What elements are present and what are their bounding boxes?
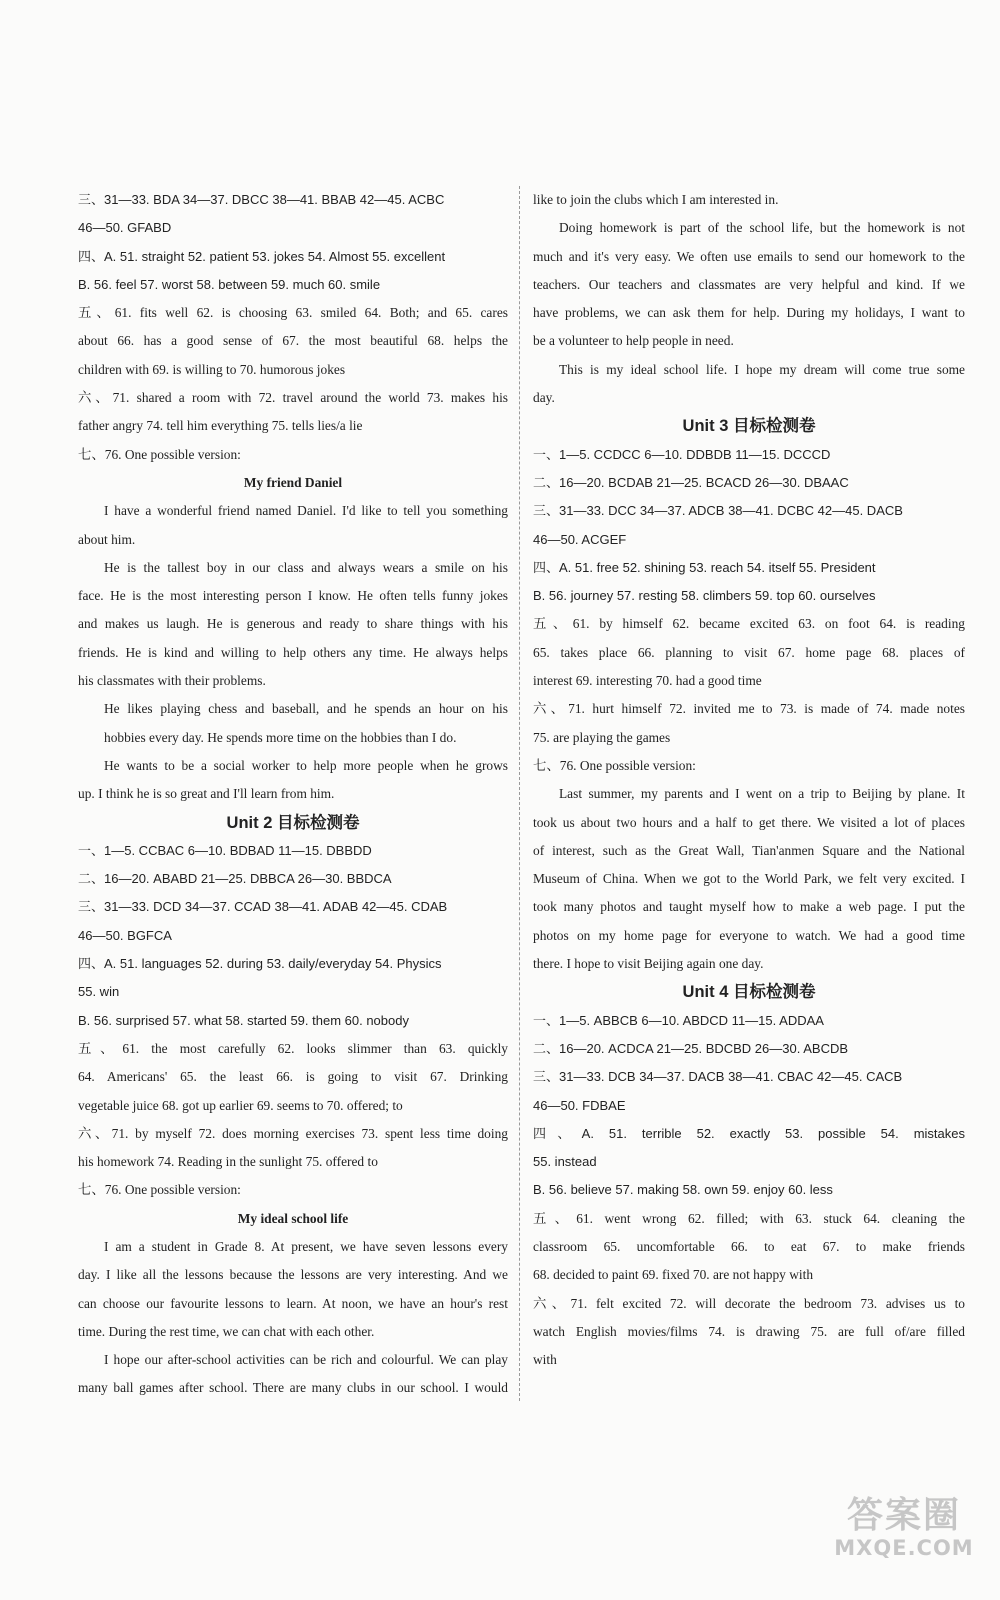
text-line: 三、31—33. DCB 34—37. DACB 38—41. CBAC 42—45. CACB [533,1069,903,1085]
text-line: about 66. has a good sense of 67. the most beautiful 68. helps the [78,333,508,349]
text-line: there. I hope to visit Beijing again one day. [533,956,764,972]
text-line: be a volunteer to help people in need. [533,333,734,349]
right-column [533,186,965,1374]
text-line: 46—50. ACGEF [533,531,627,547]
text-line: watch English movies/films 74. is drawing 75. are full of/are filled [533,1323,965,1339]
text-line: like to join the clubs which I am interested in. [533,192,779,207]
text-line: This is my ideal school life. I hope my dream will come true some [559,361,965,377]
text-line: teachers. Our teachers and classmates are very helpful and kind. If we [533,276,965,292]
left-column [78,186,508,1403]
text-line: B. 56. believe 57. making 58. own 59. enjoy 60. less [533,1182,833,1198]
text-line: 三、31—33. BDA 34—37. DBCC 38—41. BBAB 42—45. ACBC [78,192,445,207]
text-line: 一、1—5. CCBAC 6—10. BDBAD 11—15. DBBDD [78,842,372,858]
text-line: 46—50. BGFCA [78,927,172,943]
text-line: with [533,1352,557,1368]
text-line: 五、61. by himself 62. became excited 63. on foot 64. is reading [533,616,965,632]
text-line: 六、71. hurt himself 72. invited me to 73. is made of 74. made notes [533,701,965,717]
text-line: 55. win [78,984,120,1000]
text-line: 46—50. FDBAE [533,1097,626,1113]
text-line: 55. instead [533,1154,597,1170]
text-line: 五、61. fits well 62. is choosing 63. smiled 64. Both; and 65. cares [78,305,508,321]
text-line: 64. Americans' 65. the least 66. is going to visit 67. Drinking [78,1069,508,1085]
section-title: My ideal school life [237,1210,349,1226]
text-line: 六、71. felt excited 72. will decorate the bedroom 73. advises us to [533,1295,965,1311]
text-line: much and it's very easy. We often use emails to send our homework to the [533,248,965,264]
text-line: 65. takes place 66. planning to visit 67. home page 68. places of [533,644,965,660]
text-line: and makes us laugh. He is generous and ready to share things with his [78,616,508,632]
text-line: face. He is the most interesting person I know. He often tells funny jokes [78,588,508,604]
text-line: I hope our after-school activities can be rich and colourful. We can play [104,1352,508,1368]
section-title: Unit 4 目标检测卷 [682,983,816,1002]
text-line: hobbies every day. He spends more time on the hobbies than I do. [104,729,457,745]
text-line: 二、16—20. BCDAB 21—25. BCACD 26—30. DBAAC [533,474,849,490]
text-line: vegetable juice 68. got up earlier 69. seems to 70. offered; to [78,1097,403,1113]
section-title: Unit 3 目标检测卷 [682,417,816,436]
text-line: can choose our favourite lessons to learn. At noon, we have an hour's rest [78,1295,508,1311]
text-line: of interest, such as the Great Wall, Tian'anmen Square and the National [533,842,965,858]
text-line: 四、A. 51. straight 52. patient 53. jokes 54. Almost 55. excellent [78,248,446,264]
text-line: Museum of China. When we got to the World Park, we felt very excited. I [533,871,965,887]
text-line: I am a student in Grade 8. At present, we have seven lessons every [104,1238,508,1254]
text-line: children with 69. is willing to 70. humorous jokes [78,361,346,377]
text-line: 六、71. by myself 72. does morning exercises 73. spent less time doing [78,1125,508,1141]
text-line: his homework 74. Reading in the sunlight 75. offered to [78,1154,378,1170]
text-line: He likes playing chess and baseball, and he spends an hour on his [104,701,508,717]
text-line: 七、76. One possible version: [533,757,696,773]
text-line: 三、31—33. DCC 34—37. ADCB 38—41. DCBC 42—45. DACB [533,503,903,519]
section-title: My friend Daniel [243,474,343,490]
text-line: 75. are playing the games [533,729,671,745]
text-line: He wants to be a social worker to help more people when he grows [104,757,508,773]
text-line: took us about two hours and a half to get there. We visited a lot of places [533,814,965,830]
text-line: interest 69. interesting 70. had a good time [533,673,762,689]
text-line: 二、16—20. ABABD 21—25. DBBCA 26—30. BBDCA [78,871,392,887]
text-line: I have a wonderful friend named Daniel. I'd like to tell you something [104,503,508,519]
text-line: He is the tallest boy in our class and always wears a smile on his [104,559,508,575]
text-line: B. 56. feel 57. worst 58. between 59. much 60. smile [78,276,381,292]
text-line: his classmates with their problems. [78,673,266,689]
text-line: took many photos and taught myself how to make a web page. I put the [533,899,965,915]
text-line: 五、61. went wrong 62. filled; with 63. stuck 64. cleaning the [533,1210,965,1226]
text-line: classroom 65. uncomfortable 66. to eat 67. to make friends [533,1238,965,1254]
watermark-logo-text: 答案圈 [846,1495,961,1536]
text-line: time. During the rest time, we can chat with each other. [78,1323,375,1339]
text-line: many ball games after school. There are many clubs in our school. I would [78,1380,508,1396]
text-line: day. I like all the lessons because the lessons are very interesting. And we [78,1267,508,1283]
text-line: 四、A. 51. terrible 52. exactly 53. possible 54. mistakes [533,1125,965,1141]
text-line: about him. [78,531,136,547]
text-line: 五、61. the most carefully 62. looks slimmer than 63. quickly [78,1040,508,1056]
text-line: 68. decided to paint 69. fixed 70. are not happy with [533,1267,814,1283]
text-line: B. 56. journey 57. resting 58. climbers 59. top 60. ourselves [533,588,876,604]
text-line: father angry 74. tell him everything 75. tells lies/a lie [78,418,363,434]
column-divider [519,186,520,1401]
site-watermark [830,1496,978,1560]
text-line: 三、31—33. DCD 34—37. CCAD 38—41. ADAB 42—45. CDAB [78,899,448,915]
text-line: up. I think he is so great and I'll learn from him. [78,786,335,802]
text-line: Last summer, my parents and I went on a trip to Beijing by plane. It [559,786,965,802]
text-line: 七、76. One possible version: [78,1182,241,1198]
text-line: 46—50. GFABD [78,220,172,236]
text-line: 四、A. 51. free 52. shining 53. reach 54. itself 55. President [533,559,876,575]
text-line: 一、1—5. ABBCB 6—10. ABDCD 11—15. ADDAA [533,1012,824,1028]
text-line: B. 56. surprised 57. what 58. started 59. them 60. nobody [78,1012,409,1028]
section-title: Unit 2 目标检测卷 [226,813,360,832]
text-line: friends. He is kind and willing to help others any time. He always helps [78,644,508,660]
text-line: 二、16—20. ACDCA 21—25. BDCBD 26—30. ABCDB [533,1040,849,1056]
text-line: 四、A. 51. languages 52. during 53. daily/everyday 54. Physics [78,956,442,972]
text-line: have problems, we can ask them for help. During my holidays, I want to [533,305,965,321]
text-line: 六、71. shared a room with 72. travel around the world 73. makes his [78,390,508,406]
text-line: photos on my home page for everyone to watch. We had a good time [533,927,965,943]
watermark-url: MXQE.COM [834,1536,974,1560]
text-line: Doing homework is part of the school life, but the homework is not [559,220,965,236]
text-line: 一、1—5. CCDCC 6—10. DDBDB 11—15. DCCCD [533,446,831,462]
text-line: 七、76. One possible version: [78,446,241,462]
text-line: day. [533,390,555,406]
